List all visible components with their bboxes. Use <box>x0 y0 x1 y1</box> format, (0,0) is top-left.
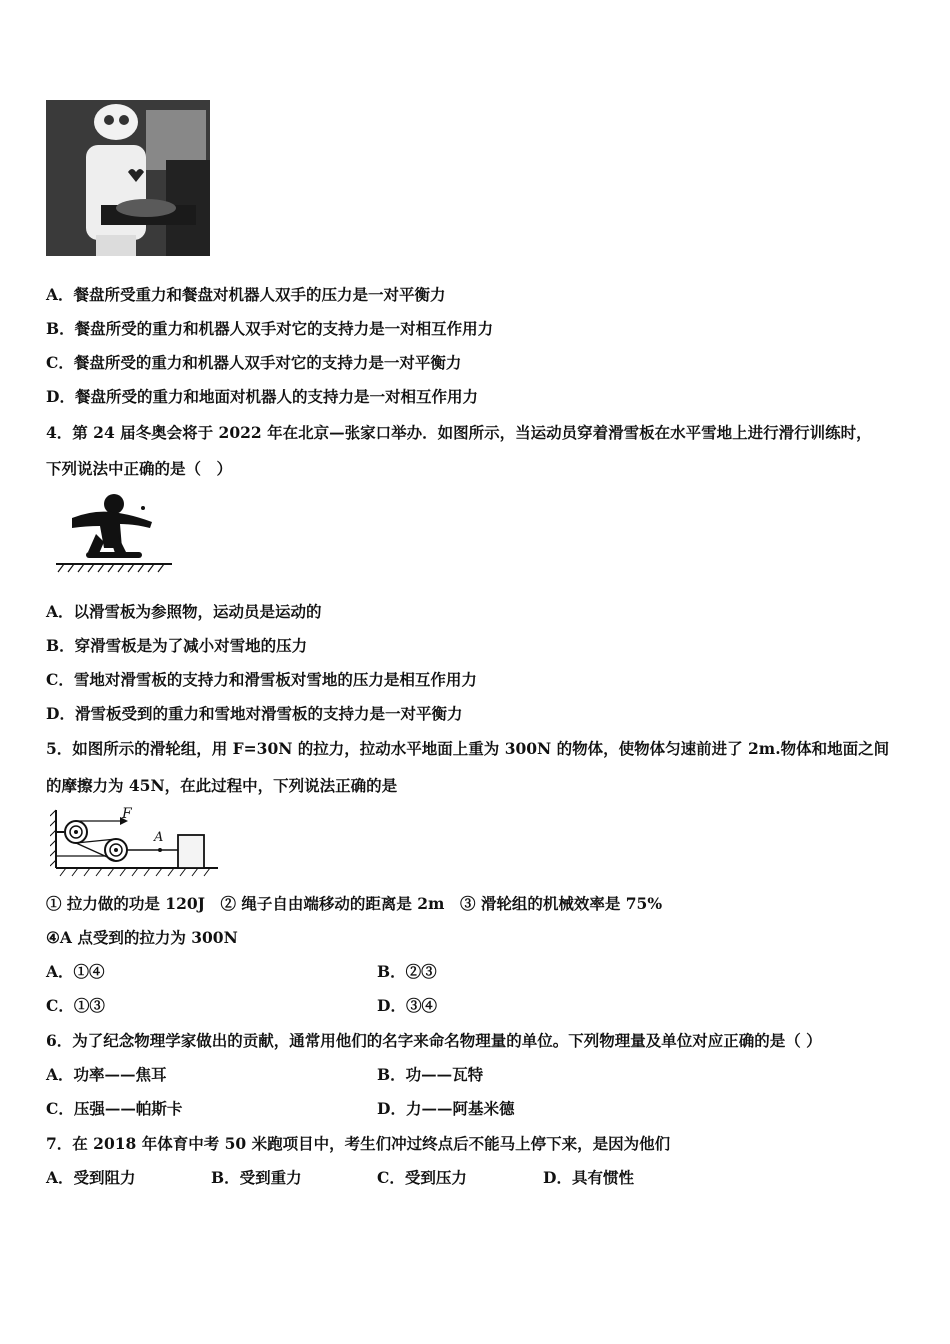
q3-option-d: D．餐盘所受的重力和地面对机器人的支持力是一对相互作用力 <box>46 387 478 406</box>
q5-statements-line2: ④A 点受到的拉力为 300N <box>46 928 238 947</box>
q4-option-d: D．滑雪板受到的重力和雪地对滑雪板的支持力是一对平衡力 <box>46 704 463 723</box>
pulley-illustration <box>50 806 222 878</box>
q5-option-a: A．①④ <box>46 962 105 981</box>
q7-option-b: B．受到重力 <box>211 1168 302 1187</box>
q6-option-d: D．力——阿基米德 <box>377 1099 515 1118</box>
robot-illustration <box>46 100 210 256</box>
q7-option-a: A．受到阻力 <box>46 1168 136 1187</box>
q7-stem: 7．在 2018 年体育中考 50 米跑项目中，考生们冲过终点后不能马上停下来，是因为他们 <box>46 1134 671 1153</box>
q6-option-a: A．功率——焦耳 <box>46 1065 167 1084</box>
q4-option-a: A．以滑雪板为参照物，运动员是运动的 <box>46 602 322 621</box>
q6-stem: 6．为了纪念物理学家做出的贡献，通常用他们的名字来命名物理量的单位。下列物理量及单位对应正确的是（ ） <box>46 1031 822 1050</box>
q5-option-b: B．②③ <box>377 962 437 981</box>
robot-waiter-photo <box>46 100 210 256</box>
q4-option-c: C．雪地对滑雪板的支持力和滑雪板对雪地的压力是相互作用力 <box>46 670 477 689</box>
q7-option-c: C．受到压力 <box>377 1168 467 1187</box>
q5-option-c: C．①③ <box>46 996 105 1015</box>
q5-stem-line2: 的摩擦力为 45N，在此过程中，下列说法正确的是 <box>46 776 398 795</box>
q6-option-b: B．功——瓦特 <box>377 1065 484 1084</box>
force-f-label: F <box>122 806 132 822</box>
q5-stem-line1: 5．如图所示的滑轮组，用 F=30N 的拉力，拉动水平地面上重为 300N 的物体，使物体匀速前进了 2m.物体和地面之间 <box>46 739 890 758</box>
q5-option-d: D．③④ <box>377 996 437 1015</box>
q3-option-c: C．餐盘所受的重力和机器人双手对它的支持力是一对平衡力 <box>46 353 462 372</box>
snowboarder-figure <box>52 492 176 576</box>
q3-option-b: B．餐盘所受的重力和机器人双手对它的支持力是一对相互作用力 <box>46 319 494 338</box>
pulley-figure <box>50 806 222 878</box>
q6-option-c: C．压强——帕斯卡 <box>46 1099 183 1118</box>
point-a-label: A <box>154 830 164 845</box>
q3-option-a: A．餐盘所受重力和餐盘对机器人双手的压力是一对平衡力 <box>46 285 446 304</box>
q4-stem-line1: 4．第 24 届冬奥会将于 2022 年在北京—张家口举办．如图所示，当运动员穿着滑雪板在水平雪地上进行滑行训练时， <box>46 423 872 442</box>
q5-statements-line1: ① 拉力做的功是 120J ② 绳子自由端移动的距离是 2m ③ 滑轮组的机械效率是 75% <box>46 894 663 913</box>
q4-stem-line2: 下列说法中正确的是（ ） <box>46 459 233 478</box>
q4-option-b: B．穿滑雪板是为了减小对雪地的压力 <box>46 636 308 655</box>
snowboarder-illustration <box>52 492 176 576</box>
q7-option-d: D．具有惯性 <box>543 1168 634 1187</box>
